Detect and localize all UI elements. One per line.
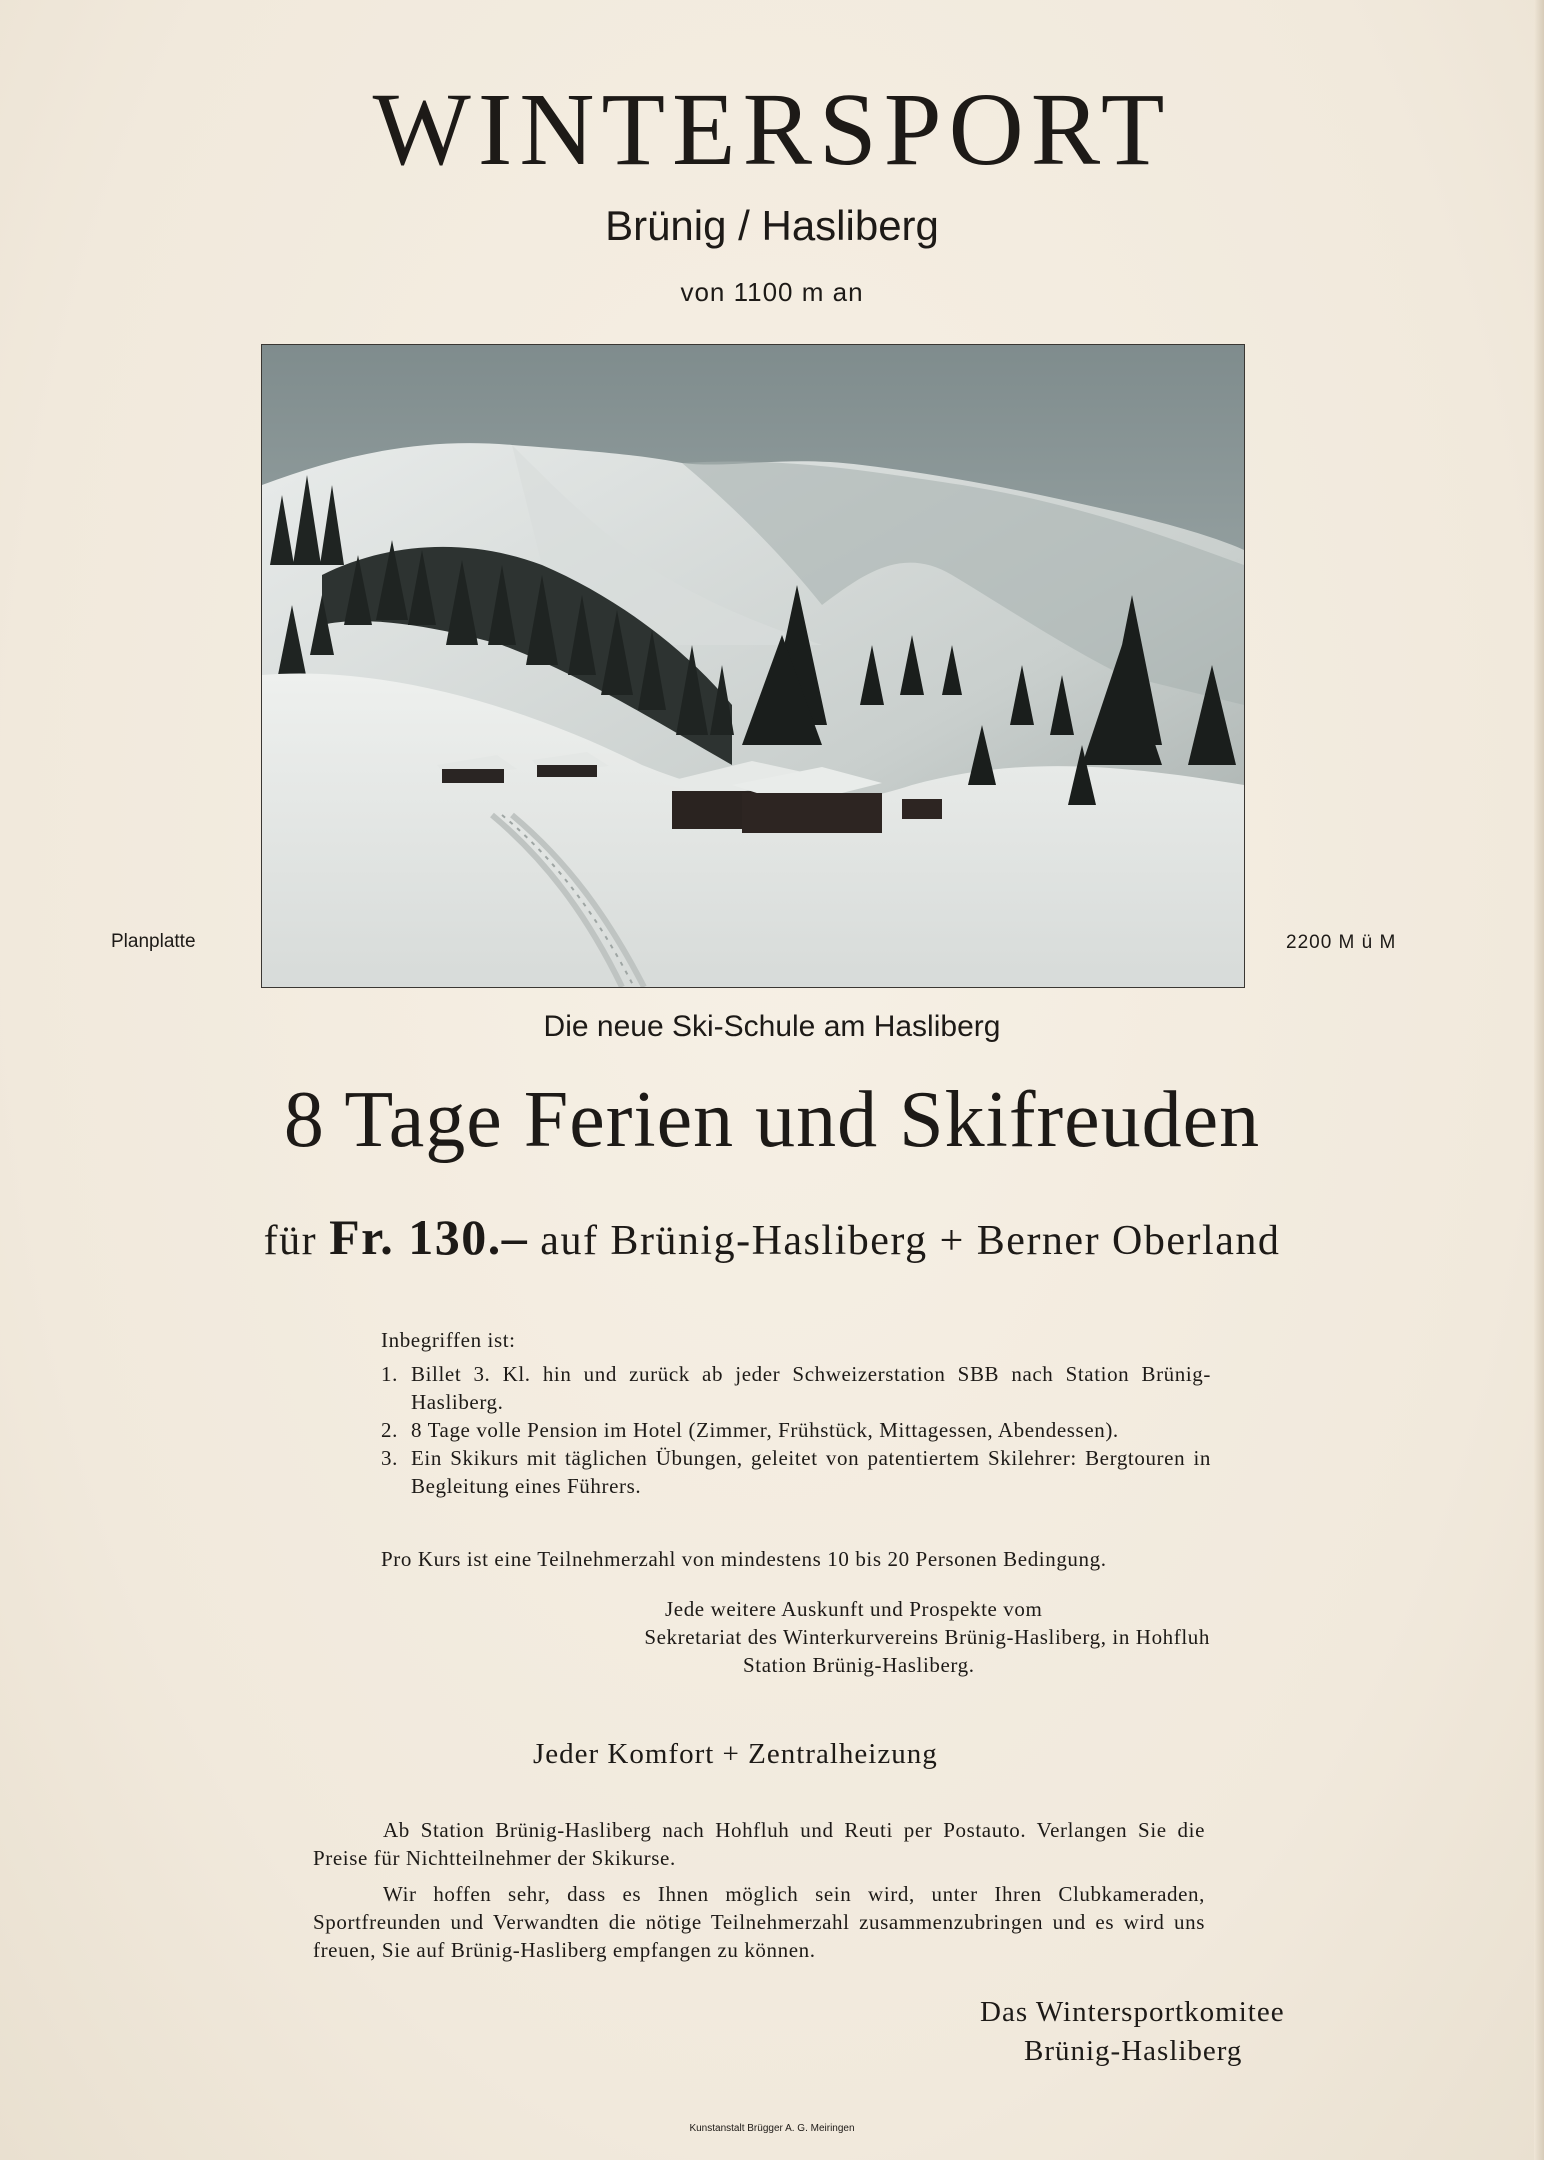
printer-imprint: Kunstanstalt Brügger A. G. Meiringen [689, 2123, 855, 2134]
item-text: 8 Tage volle Pension im Hotel (Zimmer, Frühstück, Mittagessen, Abendessen). [411, 1418, 1119, 1442]
signature-block [980, 1993, 1285, 2071]
included-heading: Inbegriffen ist: [381, 1328, 516, 1352]
snow-mountain-image [262, 345, 1244, 987]
price-suffix: auf Brünig-Hasliberg + Berner Oberland [540, 1218, 1281, 1264]
contact-line-1: Jede weitere Auskunft und Prospekte vom [665, 1597, 1043, 1621]
signature-line-1: Das Wintersportkomitee [980, 1996, 1285, 2028]
price-prefix: für [263, 1218, 318, 1264]
comfort-line: Jeder Komfort + Zentralheizung [533, 1738, 938, 1770]
list-item [381, 1416, 1211, 1444]
item-number: 2. [381, 1418, 398, 1442]
poster-title: WINTERSPORT [372, 72, 1172, 187]
item-text: Ein Skikurs mit täglichen Übungen, geleitet von patentiertem Skilehrer: Bergtouren in Begleitung eines Führers. [411, 1446, 1211, 1498]
contact-line-2: Sekretariat des Winterkurvereins Brünig-Hasliberg, in Hohfluh [644, 1625, 1210, 1649]
winter-landscape-photo [261, 344, 1245, 988]
invitation-paragraph: Wir hoffen sehr, dass es Ihnen möglich sein wird, unter Ihren Clubkameraden, Sportfreunden und Verwandten die nötige Teilnehmerzahl zusammenzubringen und es wird uns freuen, Sie auf Brünig-Hasliberg empfangen zu können. [313, 1882, 1205, 1962]
location-subtitle: Brünig / Hasliberg [605, 202, 939, 249]
item-text: Billet 3. Kl. hin und zurück ab jeder Schweizerstation SBB nach Station Brünig-Hasliberg. [411, 1362, 1211, 1414]
photo-label-altitude: 2200 M ü M [1286, 932, 1397, 953]
signature-line-2: Brünig-Hasliberg [1024, 2035, 1243, 2067]
altitude-note: von 1100 m an [680, 277, 864, 307]
list-item [381, 1444, 1211, 1500]
contact-line-3: Station Brünig-Hasliberg. [743, 1653, 975, 1677]
contact-block [540, 1595, 1210, 1679]
included-list [381, 1360, 1211, 1500]
offer-headline: 8 Tage Ferien und Skifreuden [283, 1076, 1261, 1164]
photo-label-planplatte: Planplatte [111, 931, 196, 952]
item-number: 3. [381, 1446, 398, 1470]
list-item [381, 1360, 1211, 1416]
price-line [0, 1209, 1544, 1265]
postauto-paragraph: Ab Station Brünig-Hasliberg nach Hohfluh und Reuti per Postauto. Verlangen Sie die Preise für Nichtteilnehmer der Skikurse. [313, 1818, 1205, 1870]
item-number: 1. [381, 1362, 398, 1386]
participant-condition: Pro Kurs ist eine Teilnehmerzahl von mindestens 10 bis 20 Personen Bedingung. [381, 1547, 1107, 1571]
price-value: Fr. 130.– [329, 1209, 529, 1265]
ski-school-line: Die neue Ski-Schule am Hasliberg [543, 1010, 1001, 1043]
